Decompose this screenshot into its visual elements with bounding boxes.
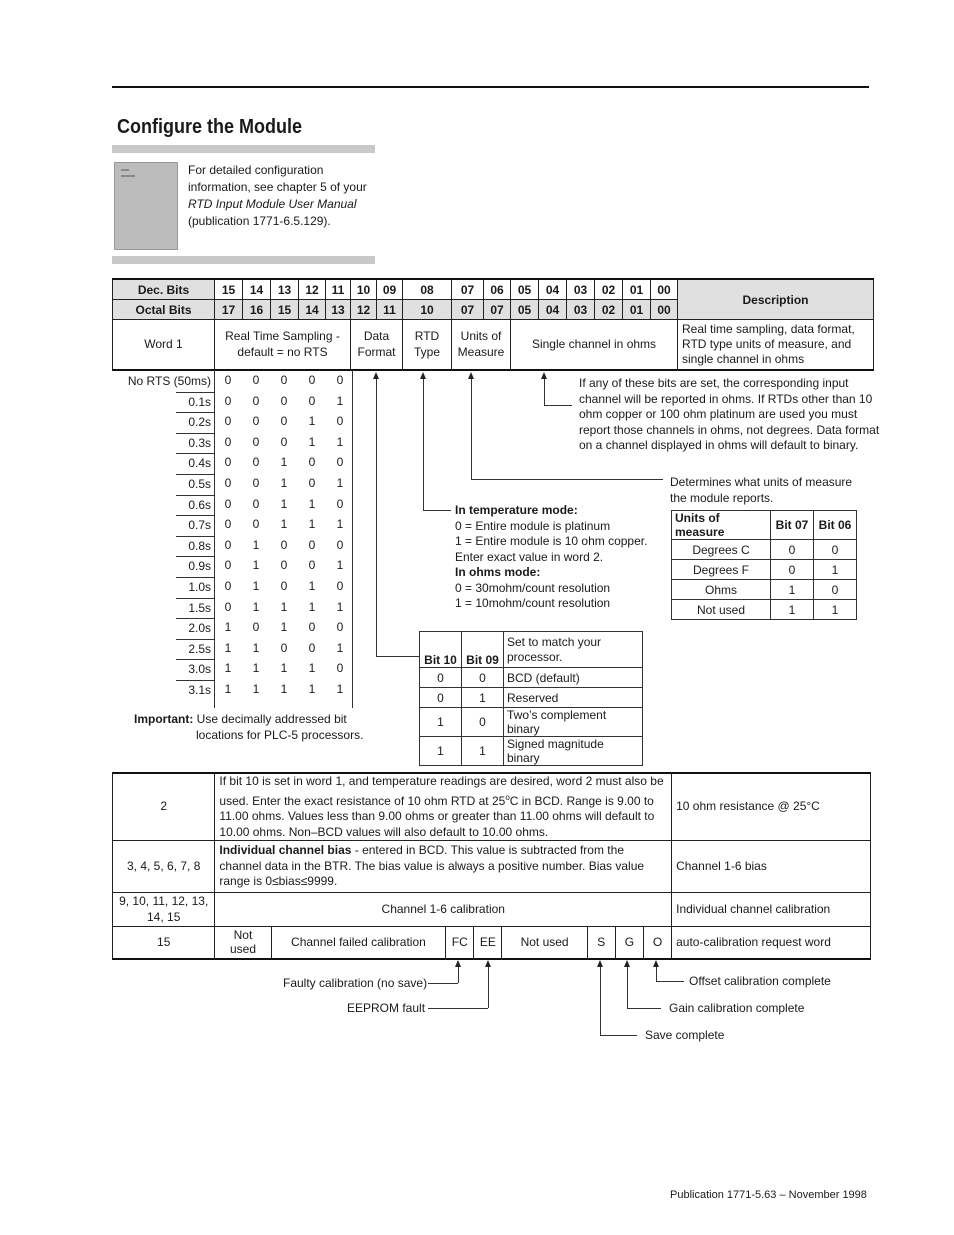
rts-row-label: No RTS (50ms): [127, 374, 211, 388]
rts-bit-value: 0: [224, 373, 232, 387]
rtd-type-leader: [423, 379, 424, 510]
word3-description: Channel 1-6 bias: [672, 841, 871, 893]
format-cell: Signed magnitude binary: [504, 737, 643, 766]
important-line2: locations for PLC-5 processors.: [196, 727, 364, 742]
octal-bit: 01: [623, 300, 651, 320]
dec-bit: 09: [377, 279, 403, 300]
dec-bit: 06: [484, 279, 511, 300]
rts-bit-value: 0: [308, 373, 316, 387]
rts-bit-value: 0: [336, 414, 344, 428]
rts-row-tick: [176, 474, 214, 475]
ee-arrow: [485, 960, 491, 967]
dec-bit: 00: [651, 279, 678, 300]
ohms-arrow: [541, 372, 547, 379]
g-leader: [627, 967, 628, 1008]
rts-bit-value: 1: [224, 682, 232, 696]
rts-bit-value: 0: [336, 373, 344, 387]
word3-text: Individual channel bias - entered in BCD. This value is subtracted from the channel data in the BTR. The bias value is always a positive number. Bias value range is 0≤bias≤9999.: [215, 841, 672, 893]
rts-bit-value: 0: [336, 661, 344, 675]
rts-bit-value: 1: [280, 682, 288, 696]
dec-bit: 04: [539, 279, 567, 300]
rts-row-tick: [176, 495, 214, 496]
rts-bit-value: 0: [308, 538, 316, 552]
rts-bit-value: 1: [308, 497, 316, 511]
rts-bit-value: 0: [308, 476, 316, 490]
units-header: Bit 07: [771, 511, 814, 540]
intro-line: information, see chapter 5 of your: [188, 180, 367, 194]
rts-bit-value: 1: [280, 620, 288, 634]
octal-bit: 05: [511, 300, 539, 320]
fc-arrow: [455, 960, 461, 967]
rts-bit-value: 0: [252, 476, 260, 490]
units-cell: 0: [771, 540, 814, 560]
rts-bit-value: 1: [252, 641, 260, 655]
rts-bit-value: 0: [280, 373, 288, 387]
rts-divider: [214, 370, 215, 708]
format-header: Bit 09: [462, 632, 504, 668]
callout-eeprom: EEPROM fault: [347, 1001, 426, 1015]
rts-bit-value: 0: [336, 620, 344, 634]
units-table: [671, 510, 857, 620]
format-header: Set to match your processor.: [504, 632, 643, 668]
ee-leader: [428, 1008, 488, 1009]
temp-line: 0 = Entire module is platinum: [455, 518, 611, 533]
octal-bit: 12: [351, 300, 377, 320]
rts-row-label: 0.1s: [188, 395, 211, 409]
word15-ee: EE: [474, 927, 502, 959]
data-format-field: Data Format: [351, 320, 403, 370]
word15-label: 15: [113, 927, 215, 959]
rts-bit-value: 0: [308, 620, 316, 634]
octal-bit: 07: [452, 300, 484, 320]
dec-bit: 05: [511, 279, 539, 300]
ohms-note-line: report those channels in ohms, not degrees. Data format: [579, 422, 880, 437]
word1-label: Word 1: [113, 320, 215, 370]
units-cell: 0: [771, 560, 814, 580]
octal-bits-label: Octal Bits: [113, 300, 215, 320]
dec-bit: 03: [567, 279, 595, 300]
rts-bit-value: 0: [252, 435, 260, 449]
units-header: Bit 06: [814, 511, 857, 540]
units-cell: 1: [814, 600, 857, 620]
octal-bit: 10: [403, 300, 452, 320]
octal-bit: 15: [271, 300, 299, 320]
s-arrow: [597, 960, 603, 967]
rts-bit-value: 0: [280, 579, 288, 593]
gray-bar-top: [112, 145, 375, 153]
table-row: [672, 600, 857, 620]
word3-label: 3, 4, 5, 6, 7, 8: [113, 841, 215, 893]
units-cell: 1: [771, 600, 814, 620]
octal-bit: 14: [299, 300, 326, 320]
table-row: [420, 668, 643, 688]
gray-bar-bottom: [112, 256, 375, 264]
rts-row-tick: [176, 577, 214, 578]
format-cell: 0: [462, 668, 504, 688]
important-label: Important:: [134, 712, 194, 726]
word1-description: Real time sampling, data format, RTD type units of measure, and single channel in ohms: [678, 320, 874, 370]
rts-bit-value: 1: [224, 661, 232, 675]
important-note: [134, 712, 363, 743]
dec-bit: 10: [351, 279, 377, 300]
ohms-leader: [544, 379, 545, 405]
intro-line: For detailed configuration: [188, 163, 324, 177]
dec-bit: 07: [452, 279, 484, 300]
rts-bit-value: 0: [252, 373, 260, 387]
single-channel-field: Single channel in ohms: [511, 320, 678, 370]
rts-row-label: 1.0s: [188, 580, 211, 594]
dec-bit: 13: [271, 279, 299, 300]
format-cell: 1: [420, 737, 462, 766]
word15-fc: FC: [446, 927, 474, 959]
g-leader: [627, 1008, 661, 1009]
rts-bit-value: 0: [280, 558, 288, 572]
format-header: Bit 10: [420, 632, 462, 668]
dec-bit: 11: [326, 279, 351, 300]
table-row: [672, 580, 857, 600]
rts-row-label: 0.9s: [188, 559, 211, 573]
rts-bit-value: 0: [252, 455, 260, 469]
ohms-note-line: If any of these bits are set, the corresponding input: [579, 376, 849, 390]
units-cell: 1: [814, 560, 857, 580]
dec-bits-label: Dec. Bits: [113, 279, 215, 300]
rts-row-label: 0.5s: [188, 477, 211, 491]
rts-row-tick: [176, 680, 214, 681]
octal-bit: 07: [484, 300, 511, 320]
word2-description: 10 ohm resistance @ 25°C: [672, 773, 871, 841]
format-cell: 1: [462, 688, 504, 708]
rts-bit-value: 1: [224, 641, 232, 655]
rts-bit-value: 1: [336, 476, 344, 490]
data-format-leader: [376, 379, 377, 656]
rts-bit-value: 1: [308, 682, 316, 696]
table-row: [420, 737, 643, 766]
rts-bit-value: 1: [252, 682, 260, 696]
rts-row-tick: [176, 412, 214, 413]
rtd-type-field: RTD Type: [403, 320, 452, 370]
rts-bit-value: 0: [252, 497, 260, 511]
rts-row-tick: [176, 659, 214, 660]
rts-row-label: 2.0s: [188, 621, 211, 635]
table-row: [672, 540, 857, 560]
rts-bit-value: 1: [308, 517, 316, 531]
rts-row-tick: [176, 515, 214, 516]
rts-bit-value: 0: [224, 414, 232, 428]
rts-row-tick: [176, 453, 214, 454]
rts-bit-value: 1: [252, 661, 260, 675]
rts-bit-value: 0: [224, 435, 232, 449]
units-cell: 0: [814, 580, 857, 600]
rts-bit-value: 0: [224, 455, 232, 469]
octal-bit: 00: [651, 300, 678, 320]
fc-leader: [428, 983, 458, 984]
rts-row-label: 0.4s: [188, 456, 211, 470]
format-cell: Two’s complement binary: [504, 708, 643, 737]
octal-bit: 17: [215, 300, 243, 320]
temperature-note: [455, 503, 647, 612]
rts-bit-value: 0: [336, 538, 344, 552]
rts-bit-value: 1: [252, 558, 260, 572]
rts-bit-value: 1: [308, 579, 316, 593]
intro-line: (publication 1771-6.5.129).: [188, 214, 331, 228]
units-note-line: the module reports.: [670, 490, 774, 505]
units-note: [670, 475, 852, 506]
rts-bit-value: 1: [308, 661, 316, 675]
units-leader: [471, 379, 472, 479]
rts-bit-value: 0: [280, 414, 288, 428]
rts-row-tick: [176, 536, 214, 537]
rts-row-tick: [176, 556, 214, 557]
intro-manual-title: RTD Input Module User Manual: [188, 197, 357, 211]
table-row: [420, 688, 643, 708]
units-cell: Ohms: [672, 580, 771, 600]
ohms-note-line: on a channel displayed in ohms will default to binary.: [579, 438, 859, 452]
units-arrow: [468, 372, 474, 379]
word9-description: Individual channel calibration: [672, 893, 871, 927]
rts-bit-value: 0: [224, 538, 232, 552]
rts-row-label: 0.8s: [188, 539, 211, 553]
intro-text: [188, 162, 378, 230]
format-cell: BCD (default): [504, 668, 643, 688]
dec-bit: 02: [595, 279, 623, 300]
s-leader: [600, 1035, 637, 1036]
dec-bit: 12: [299, 279, 326, 300]
format-cell: 0: [420, 688, 462, 708]
rts-bit-value: 1: [280, 517, 288, 531]
rts-bit-value: 1: [336, 394, 344, 408]
rts-bit-value: 0: [308, 641, 316, 655]
ohms-note: [579, 376, 879, 454]
rts-row-tick: [176, 598, 214, 599]
rts-bit-value: 1: [336, 682, 344, 696]
rts-bit-value: 1: [336, 517, 344, 531]
rts-row-label: 0.2s: [188, 415, 211, 429]
g-arrow: [624, 960, 630, 967]
ohms-leader: [544, 405, 572, 406]
page-title: Configure the Module: [117, 116, 302, 138]
rts-bit-value: 0: [224, 517, 232, 531]
callout-offset: Offset calibration complete: [689, 974, 831, 988]
rts-bit-value: 0: [308, 394, 316, 408]
rts-row-tick: [176, 618, 214, 619]
rts-bit-value: 1: [308, 414, 316, 428]
dec-bit: 01: [623, 279, 651, 300]
page-footer: Publication 1771-5.63 – November 1998: [670, 1189, 867, 1201]
callout-gain: Gain calibration complete: [669, 1001, 805, 1015]
temp-line: 1 = Entire module is 10 ohm copper.: [455, 534, 648, 548]
units-cell: Degrees C: [672, 540, 771, 560]
temp-line: 1 = 10mohm/count resolution: [455, 596, 611, 610]
units-leader: [471, 479, 663, 480]
rts-bit-value: 0: [280, 538, 288, 552]
dec-bit: 15: [215, 279, 243, 300]
format-cell: Reserved: [504, 688, 643, 708]
rts-bit-value: 0: [308, 558, 316, 572]
table-row: [672, 560, 857, 580]
units-note-line: Determines what units of measure: [670, 475, 853, 489]
octal-bit: 04: [539, 300, 567, 320]
word15-s: S: [587, 927, 615, 959]
rts-row-label: 0.3s: [188, 436, 211, 450]
octal-bit: 13: [326, 300, 351, 320]
rts-row-label: 3.0s: [188, 662, 211, 676]
word15-description: auto-calibration request word: [672, 927, 871, 959]
rts-bit-value: 1: [280, 476, 288, 490]
rts-bit-value: 1: [252, 579, 260, 593]
rts-row-label: 0.6s: [188, 498, 211, 512]
rts-bit-value: 0: [280, 394, 288, 408]
word15-g: G: [615, 927, 643, 959]
word2-label: 2: [113, 773, 215, 841]
callout-faulty: Faulty calibration (no save): [283, 976, 428, 990]
temp-heading: In temperature mode:: [455, 503, 578, 517]
rts-bit-value: 1: [336, 435, 344, 449]
rts-bit-value: 0: [224, 558, 232, 572]
units-field: Units of Measure: [452, 320, 511, 370]
temp-line: Enter exact value in word 2.: [455, 549, 604, 564]
format-cell: 1: [462, 737, 504, 766]
rts-bit-value: 1: [252, 600, 260, 614]
word2-text: If bit 10 is set in word 1, and temperature readings are desired, word 2 must also be used. Enter the exact resistance of 10 ohm RTD at 25$^o$C in BCD. Range is 9.00 to 11.00 ohms. Values less than 9.00 ohms or greater than 11.00 ohms will default to 10.00 ohms. Non–BCD values will also default to 10.00 ohms.: [215, 773, 672, 841]
dec-bit: 14: [243, 279, 271, 300]
fc-leader: [458, 967, 459, 983]
format-cell: 1: [420, 708, 462, 737]
rts-bit-value: 1: [224, 620, 232, 634]
ohms-heading: In ohms mode:: [455, 565, 541, 579]
rts-bit-value: 1: [280, 661, 288, 675]
rts-bit-value: 0: [224, 476, 232, 490]
rts-bit-value: 0: [224, 600, 232, 614]
rts-bit-value: 0: [336, 497, 344, 511]
rts-row-label: 3.1s: [188, 683, 211, 697]
rts-bit-value: 0: [252, 620, 260, 634]
data-format-leader: [376, 656, 419, 657]
word9-label: 9, 10, 11, 12, 13, 14, 15: [113, 893, 215, 927]
octal-bit: 11: [377, 300, 403, 320]
temp-line: 0 = 30mohm/count resolution: [455, 580, 611, 595]
ee-leader: [488, 967, 489, 1008]
description-header: Description: [678, 279, 874, 320]
format-cell: 0: [462, 708, 504, 737]
rts-row-tick: [176, 433, 214, 434]
rts-bit-value: 0: [252, 517, 260, 531]
rts-bit-value: 1: [280, 497, 288, 511]
o-arrow: [653, 960, 659, 967]
s-leader: [600, 967, 601, 1035]
rts-bit-value: 0: [280, 641, 288, 655]
word15-not-used: Not used: [215, 927, 271, 959]
rts-bit-value: 1: [308, 435, 316, 449]
rts-bit-value: 0: [336, 455, 344, 469]
format-table: [419, 631, 643, 766]
rts-bit-value: 0: [224, 394, 232, 408]
ohms-note-line: channel will be reported in ohms. If RTDs other than 10: [579, 391, 873, 406]
word15-o: O: [643, 927, 671, 959]
word9-text: Channel 1-6 calibration: [215, 893, 672, 927]
rts-bit-value: 1: [280, 600, 288, 614]
word15-not-used2: Not used: [502, 927, 587, 959]
rts-row-label: 0.7s: [188, 518, 211, 532]
top-rule: [112, 86, 869, 88]
rts-bit-value: 1: [252, 538, 260, 552]
rts-bit-value: 1: [336, 600, 344, 614]
bits-table: [112, 278, 874, 371]
dec-bit: 08: [403, 279, 452, 300]
rtd-type-leader: [423, 510, 451, 511]
important-line1: Use decimally addressed bit: [196, 712, 347, 726]
rts-right-border: [352, 370, 353, 708]
ohms-note-line: ohm copper or 100 ohm platinum are used you must: [579, 407, 858, 421]
rts-bit-value: 0: [280, 435, 288, 449]
units-cell: 1: [771, 580, 814, 600]
octal-bit: 16: [243, 300, 271, 320]
units-cell: 0: [814, 540, 857, 560]
rts-row-label: 2.5s: [188, 642, 211, 656]
callout-save: Save complete: [645, 1028, 725, 1042]
o-leader: [656, 981, 684, 982]
units-cell: Not used: [672, 600, 771, 620]
rts-bit-value: 0: [308, 455, 316, 469]
rts-bit-value: 1: [280, 455, 288, 469]
units-cell: Degrees F: [672, 560, 771, 580]
rts-row-tick: [176, 639, 214, 640]
format-cell: 0: [420, 668, 462, 688]
table-row: [420, 708, 643, 737]
rts-field: Real Time Sampling - default = no RTS: [215, 320, 351, 370]
word15-failed: Channel failed calibration: [271, 927, 446, 959]
rts-bit-value: 0: [252, 394, 260, 408]
octal-bit: 03: [567, 300, 595, 320]
rts-bit-value: 0: [252, 414, 260, 428]
data-format-arrow: [373, 372, 379, 379]
rts-bit-value: 0: [336, 579, 344, 593]
rts-row-tick: [176, 392, 214, 393]
o-leader: [656, 967, 657, 981]
rtd-type-arrow: [420, 372, 426, 379]
rts-bit-value: 0: [224, 579, 232, 593]
octal-bit: 02: [595, 300, 623, 320]
rts-bit-value: 0: [224, 497, 232, 511]
units-header: Units of measure: [672, 511, 771, 540]
rts-bit-value: 1: [336, 558, 344, 572]
rts-row-label: 1.5s: [188, 601, 211, 615]
rts-bit-value: 1: [336, 641, 344, 655]
rts-bit-value: 1: [308, 600, 316, 614]
manual-thumbnail-icon: [114, 162, 178, 250]
words-table: [112, 772, 871, 960]
